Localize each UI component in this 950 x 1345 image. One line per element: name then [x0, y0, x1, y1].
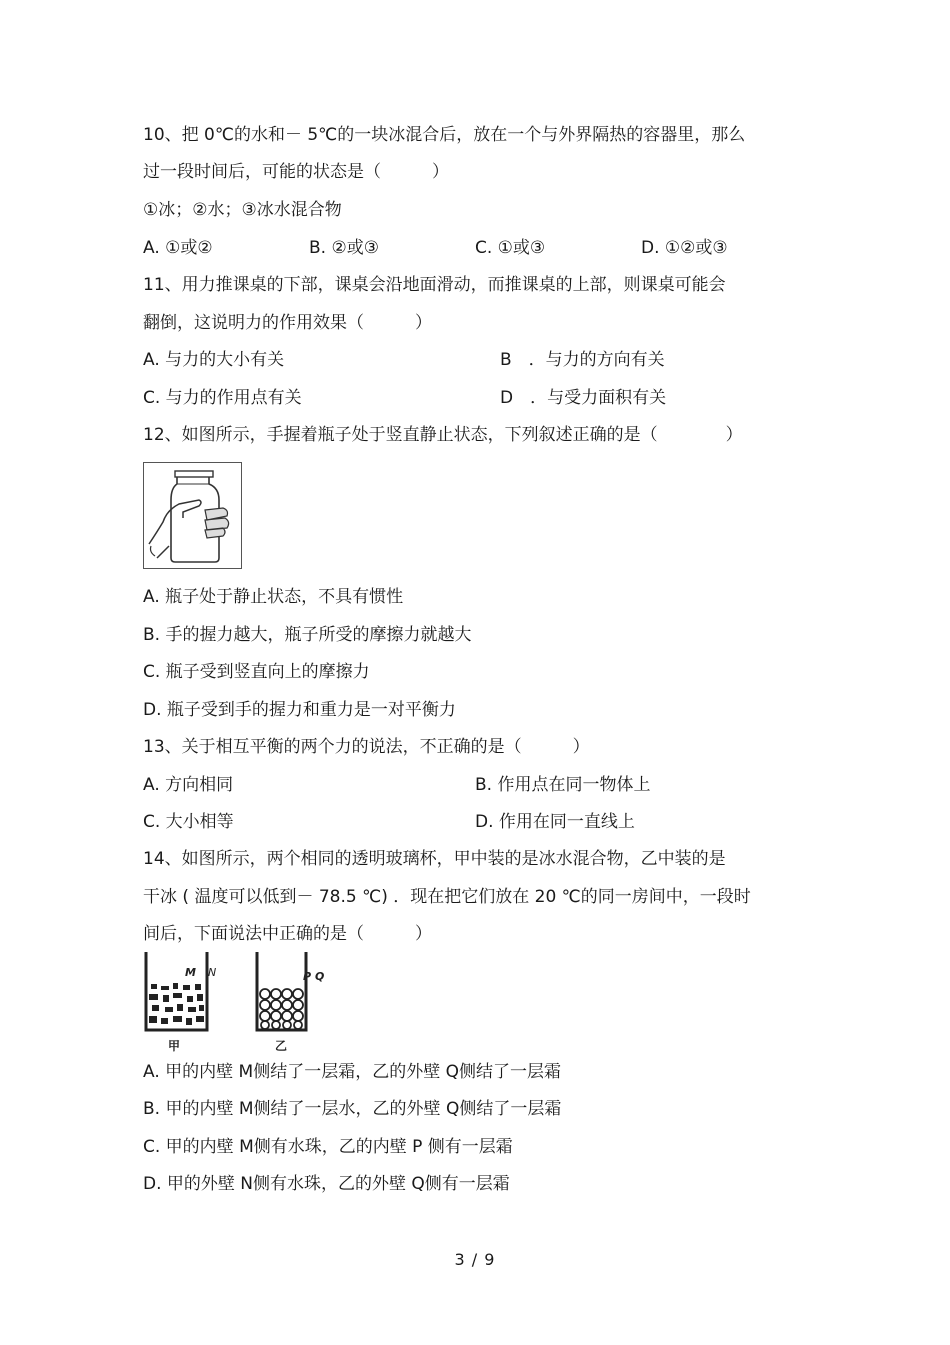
q11-stem-line1: 11、用力推课桌的下部，课桌会沿地面滑动，而推课桌的上部，则课桌可能会: [143, 275, 726, 295]
label-p: P: [303, 970, 312, 983]
q11-option-c: C. 与力的作用点有关: [143, 388, 302, 408]
page-number: 3 / 9: [454, 1250, 496, 1269]
label-yi: 乙: [275, 1039, 288, 1053]
two-glasses-figure: [143, 950, 343, 1055]
q10-stem-line3: ①冰；②水；③冰水混合物: [143, 200, 342, 220]
q14-option-d: D. 甲的外壁 N侧有水珠，乙的外壁 Q侧有一层霜: [143, 1174, 510, 1194]
q14-option-b: B. 甲的内壁 M侧结了一层水，乙的外壁 Q侧结了一层霜: [143, 1099, 562, 1119]
q10-stem-line1: 10、把 0℃的水和－ 5℃的一块冰混合后，放在一个与外界隔热的容器里，那么: [143, 125, 746, 145]
label-q: Q: [315, 970, 325, 983]
q14-option-c: C. 甲的内壁 M侧有水珠，乙的内壁 P 侧有一层霜: [143, 1137, 513, 1157]
q13-stem-line1: 13、关于相互平衡的两个力的说法，不正确的是（ ）: [143, 737, 590, 757]
q14-stem-line2: 干冰 ( 温度可以低到－ 78.5 ℃) ．现在把它们放在 20 ℃的同一房间中，一段时: [143, 887, 751, 907]
q10-option-a: A. ①或②: [143, 238, 213, 258]
q11-option-a: A. 与力的大小有关: [143, 350, 285, 370]
q12-stem-line1: 12、如图所示，手握着瓶子处于竖直静止状态，下列叙述正确的是（ ）: [143, 425, 743, 445]
q14-option-a: A. 甲的内壁 M侧结了一层霜，乙的外壁 Q侧结了一层霜: [143, 1062, 561, 1082]
q12-option-c: C. 瓶子受到竖直向上的摩擦力: [143, 662, 370, 682]
q12-option-d: D. 瓶子受到手的握力和重力是一对平衡力: [143, 700, 456, 720]
q11-stem-line2: 翻倒，这说明力的作用效果（ ）: [143, 313, 432, 333]
label-jia: 甲: [168, 1039, 181, 1053]
q10-stem-line2: 过一段时间后，可能的状态是（ ）: [143, 162, 449, 182]
q13-option-d: D. 作用在同一直线上: [475, 812, 635, 832]
q12-option-b: B. 手的握力越大，瓶子所受的摩擦力就越大: [143, 625, 472, 645]
label-n: N: [208, 966, 217, 979]
q14-stem-line3: 间后，下面说法中正确的是（ ）: [143, 924, 432, 944]
q11-option-b: B ．与力的方向有关: [500, 350, 665, 370]
q13-option-c: C. 大小相等: [143, 812, 234, 832]
q12-option-a: A. 瓶子处于静止状态，不具有惯性: [143, 587, 404, 607]
q11-option-d: D ．与受力面积有关: [500, 388, 667, 408]
q10-option-d: D. ①②或③: [641, 238, 728, 258]
q13-option-a: A. 方向相同: [143, 775, 234, 795]
label-m: M: [185, 966, 196, 979]
q10-option-b: B. ②或③: [309, 238, 379, 258]
q10-option-c: C. ①或③: [475, 238, 546, 258]
hand-holding-bottle-figure: [143, 462, 243, 570]
q13-option-b: B. 作用点在同一物体上: [475, 775, 651, 795]
q14-stem-line1: 14、如图所示，两个相同的透明玻璃杯，甲中装的是冰水混合物，乙中装的是: [143, 849, 726, 869]
